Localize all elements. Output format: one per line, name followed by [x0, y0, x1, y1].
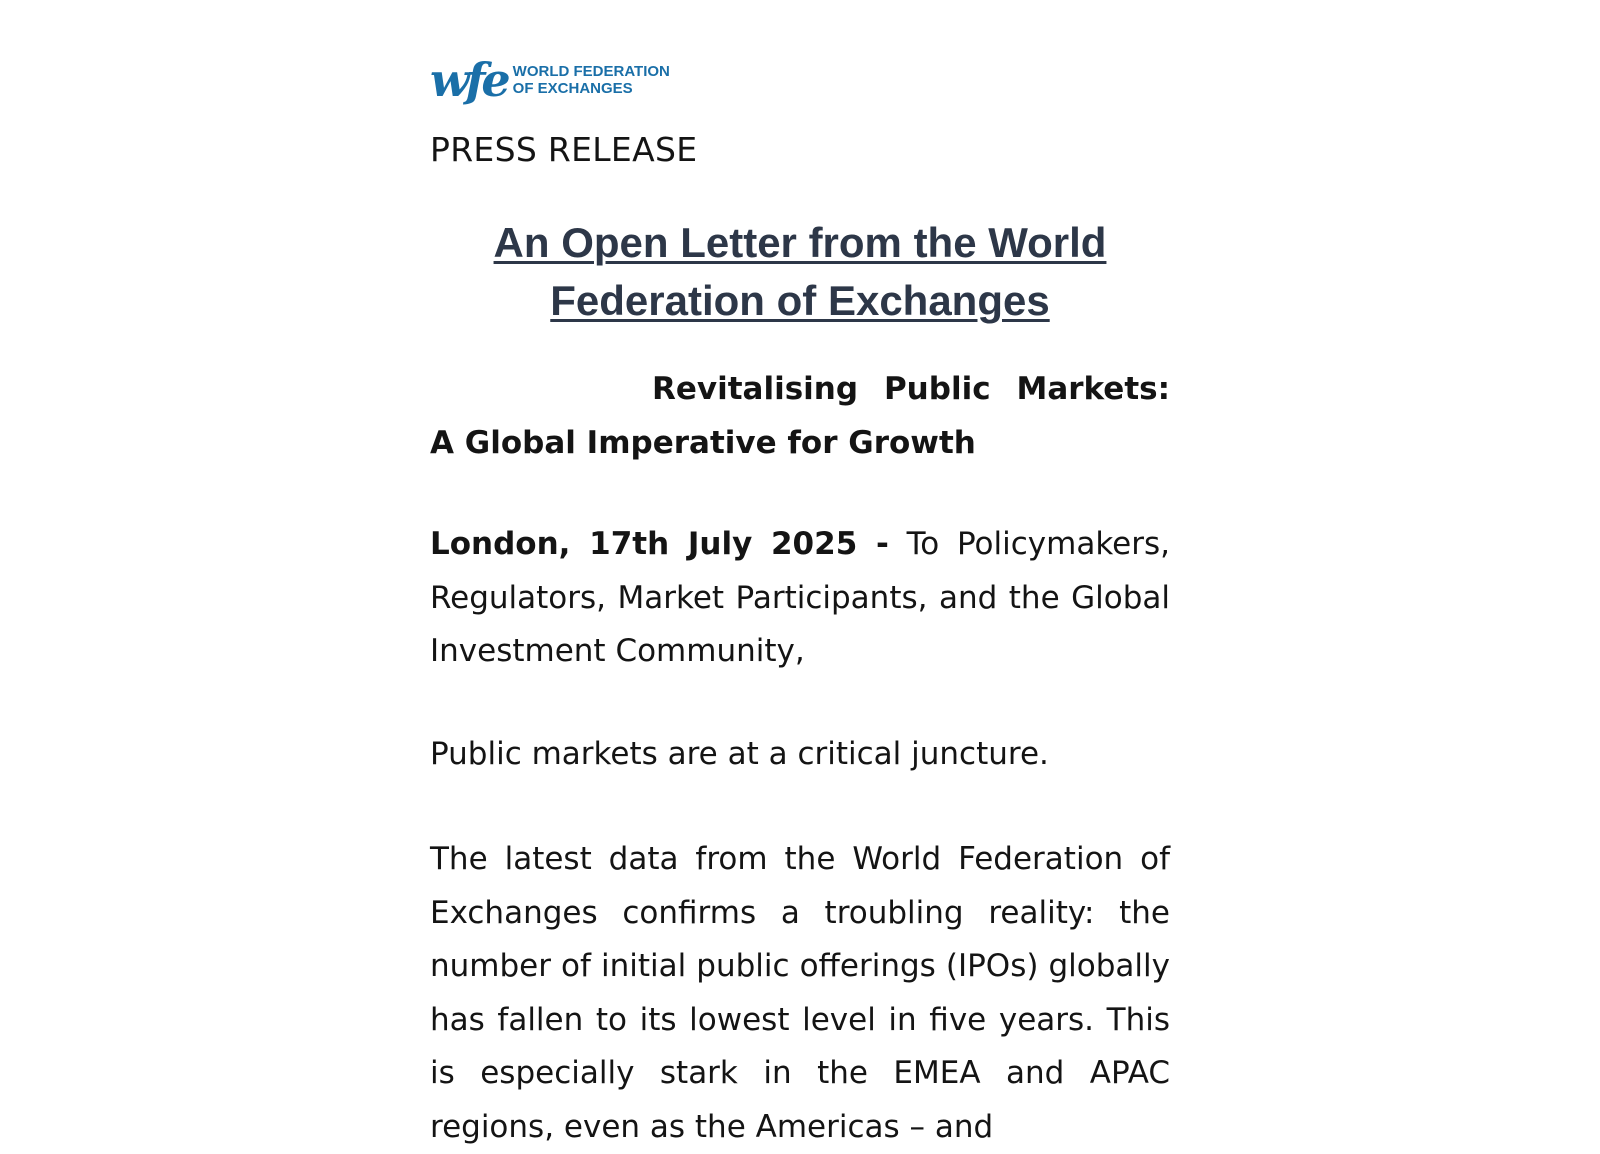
logo-line-1: WORLD FEDERATION	[512, 63, 670, 80]
wfe-logo-text	[513, 63, 670, 97]
wfe-logo-mark-icon: wfe	[430, 53, 507, 107]
document-title: An Open Letter from the World Federation of Exchanges	[493, 219, 1107, 324]
salutation: To Policymakers, Regulators, Market Participants, and the Global Investment Community,	[430, 526, 1170, 669]
document-subtitle: Revitalising Public Markets: A Global Imperative for Growth	[430, 371, 1170, 461]
press-release-label: PRESS RELEASE	[430, 130, 698, 169]
dateline: London, 17th July 2025 -	[430, 526, 889, 562]
paragraph-ipo-data: The latest data from the World Federation of Exchanges confirms a troubling reality: the number of initial public offerings (IPOs) globally has fallen to its lowest level in five years. This is especially stark in the EMEA and APAC regions, even as the Americas – and	[430, 841, 1170, 1145]
logo-line-2: OF EXCHANGES	[512, 80, 633, 97]
paragraph-juncture: Public markets are at a critical juncture.	[430, 736, 1049, 772]
paragraph-dateline	[430, 518, 1170, 679]
wfe-logo	[430, 48, 690, 112]
